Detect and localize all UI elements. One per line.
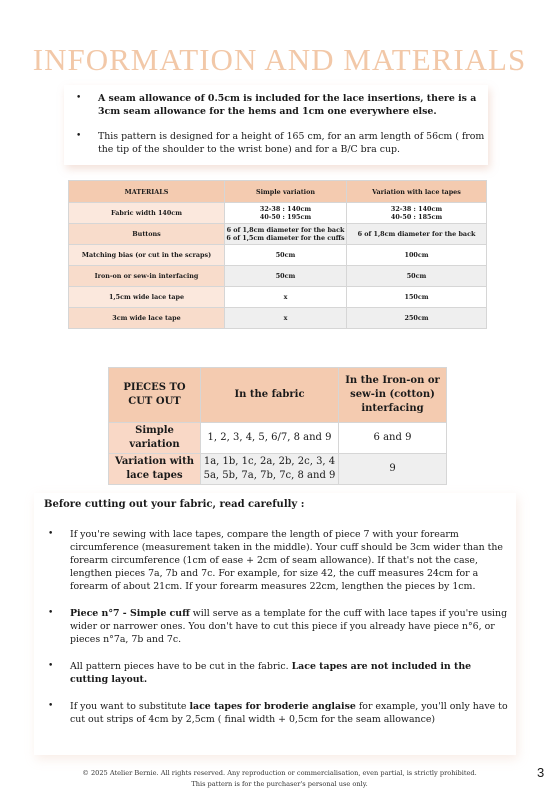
- cutting-note-text: for example, you'll only have to cut out strips of 4cm by 2,5cm ( final width + 0,5cm for the seam allowance): [70, 701, 508, 725]
- materials-header-row: [69, 181, 487, 203]
- materials-lace-value: 32-38 : 140cm 40-50 : 185cm: [347, 203, 487, 224]
- materials-label: Matching bias (or cut in the scraps): [69, 245, 225, 266]
- cutting-note-text: If you want to substitute: [70, 701, 190, 712]
- cutting-note-text: Piece n°7 - Simple cuff: [70, 608, 190, 619]
- materials-header-simple: Simple variation: [225, 181, 347, 203]
- materials-lace-value: 100cm: [347, 245, 487, 266]
- cutting-note-item: [48, 607, 510, 646]
- cutting-note-item: [48, 700, 510, 726]
- seam-info-item: [76, 130, 490, 156]
- materials-label: Fabric width 140cm: [69, 203, 225, 224]
- materials-lace-value: 50cm: [347, 266, 487, 287]
- pieces-fabric-value: 1, 2, 3, 4, 5, 6/7, 8 and 9: [201, 423, 339, 454]
- materials-lace-value: 250cm: [347, 308, 487, 329]
- bullet-icon: •: [48, 701, 54, 711]
- materials-row: [69, 203, 487, 224]
- materials-label: Iron-on or sew-in interfacing: [69, 266, 225, 287]
- seam-info-text: A seam allowance of 0.5cm is included for the lace insertions, there is a 3cm seam allowance for the hems and 1cm one everywhere else.: [98, 93, 477, 117]
- materials-row: [69, 245, 487, 266]
- materials-header-label: MATERIALS: [69, 181, 225, 203]
- footer-usage-line: This pattern is for the purchaser's personal use only.: [191, 780, 368, 788]
- cutting-note-item: [48, 660, 510, 686]
- pieces-row: [109, 423, 447, 454]
- bullet-icon: •: [76, 93, 82, 103]
- pieces-header-interfacing: In the Iron-on or sew-in (cotton) interfacing: [339, 368, 447, 423]
- pieces-header-row: [109, 368, 447, 423]
- materials-label: 3cm wide lace tape: [69, 308, 225, 329]
- materials-lace-value: 150cm: [347, 287, 487, 308]
- pieces-table: [108, 367, 447, 485]
- cutting-note-text: All pattern pieces have to be cut in the fabric.: [70, 661, 292, 672]
- materials-label: 1,5cm wide lace tape: [69, 287, 225, 308]
- materials-row: [69, 266, 487, 287]
- pieces-interfacing-value: 6 and 9: [339, 423, 447, 454]
- pieces-row: [109, 454, 447, 485]
- pieces-header-fabric: In the fabric: [201, 368, 339, 423]
- materials-simple-value: x: [225, 308, 347, 329]
- bullet-icon: •: [76, 131, 82, 141]
- cutting-note-text: Lace tapes are not included in the cutting layout.: [70, 661, 472, 685]
- materials-row: [69, 287, 487, 308]
- bullet-icon: •: [48, 661, 54, 671]
- cutting-note-text: If you're sewing with lace tapes, compare the length of piece 7 with your forearm circumference (measurement taken in the middle). Your cuff should be 3cm wider than the forearm circumference (1cm of ease + 2cm of seam allowance). If that's not the case, lengthen pieces 7a, 7b and 7c. For example, for size 42, the cuff measures 24cm for a forearm of about 21cm. If your forearm measures 22cm, lengthen the pieces by 1cm.: [70, 529, 503, 592]
- cutting-note-text: will serve as a template for the cuff with lace tapes if you're using wider or narrower ones. You don't have to cut this piece if you already have piece n°6, or pieces n°7a, 7b and 7c.: [70, 608, 508, 645]
- materials-simple-value: x: [225, 287, 347, 308]
- pieces-label: Variation with lace tapes: [109, 454, 201, 485]
- page-title: INFORMATION AND MATERIALS: [32, 42, 527, 77]
- seam-info-text: This pattern is designed for a height of 165 cm, for an arm length of 56cm ( from the tip of the shoulder to the wrist bone) and for a B/C bra cup.: [98, 131, 485, 155]
- materials-simple-value: 6 of 1,8cm diameter for the back 6 of 1,5cm diameter for the cuffs: [225, 224, 347, 245]
- materials-label: Buttons: [69, 224, 225, 245]
- materials-table: [68, 180, 487, 329]
- pieces-fabric-value: 1a, 1b, 1c, 2a, 2b, 2c, 3, 4 5a, 5b, 7a, 7b, 7c, 8 and 9: [201, 454, 339, 485]
- page-number: 3: [537, 765, 545, 780]
- materials-simple-value: 32-38 : 140cm 40-50 : 195cm: [225, 203, 347, 224]
- bullet-icon: •: [48, 529, 54, 539]
- cutting-notes-list: [48, 528, 510, 726]
- seam-info-item: [76, 92, 490, 118]
- cutting-note-text: lace tapes for broderie anglaise: [189, 701, 356, 712]
- materials-row: [69, 308, 487, 329]
- copyright-footer: [0, 768, 559, 790]
- materials-lace-value: 6 of 1,8cm diameter for the back: [347, 224, 487, 245]
- footer-copyright-line: © 2025 Atelier Bernie. All rights reserved. Any reproduction or commercialisation, even partial, is strictly prohibited.: [82, 769, 477, 777]
- materials-simple-value: 50cm: [225, 245, 347, 266]
- pieces-interfacing-value: 9: [339, 454, 447, 485]
- cutting-notes-heading: Before cutting out your fabric, read carefully :: [44, 499, 305, 510]
- materials-header-lace: Variation with lace tapes: [347, 181, 487, 203]
- seam-info-list: [76, 92, 490, 156]
- pieces-header-label: PIECES TO CUT OUT: [109, 368, 201, 423]
- bullet-icon: •: [48, 608, 54, 618]
- cutting-note-item: [48, 528, 510, 593]
- materials-simple-value: 50cm: [225, 266, 347, 287]
- materials-row: [69, 224, 487, 245]
- pieces-label: Simple variation: [109, 423, 201, 454]
